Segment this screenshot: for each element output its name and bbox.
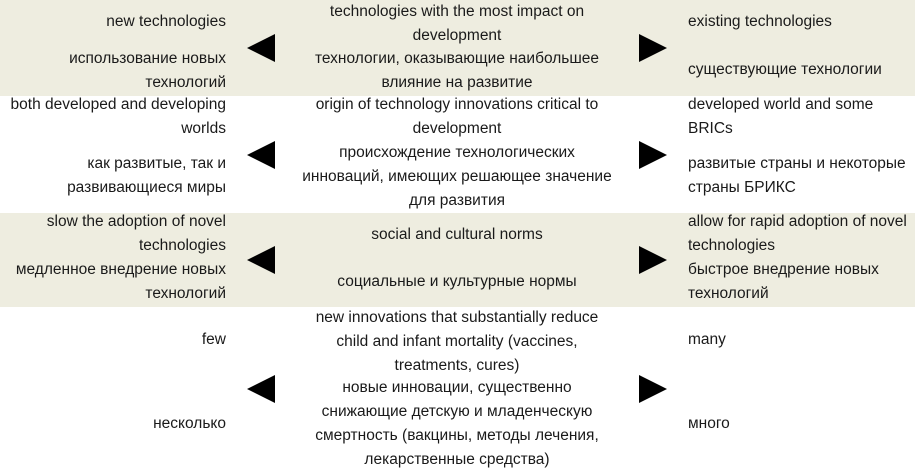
center-cell [298,213,616,307]
arrow-left-icon [236,96,286,213]
center-text-en: social and cultural norms [371,226,543,243]
table-row [0,213,915,307]
arrow-right-icon [628,96,678,213]
left-cell [0,96,228,213]
right-text-en: allow for rapid adoption of novel technologies [688,213,907,254]
left-text-en: both developed and developing worlds [10,96,226,137]
right-text-en: many [688,331,726,348]
right-text-ru: существующие технологии [688,61,882,78]
left-text-en: slow the adoption of novel technologies [46,213,226,254]
center-text-en: technologies with the most impact on development [329,3,585,44]
center-text-en: new innovations that substantially reduce child and infant mortality (vaccines, treatments, cures) [315,309,599,374]
arrow-right-icon [628,213,678,307]
left-text-en: new technologies [106,13,226,30]
right-cell [688,213,913,307]
table-row [0,307,915,470]
center-text-ru: происхождение технологических инноваций, имеющих решающее значение для развития [302,144,612,209]
arrow-left-icon [236,0,286,96]
center-text-en: origin of technology innovations critical to development [315,96,599,137]
left-text-ru: медленное внедрение новых технологий [15,261,226,302]
arrow-right-icon [628,0,678,96]
table-row [0,96,915,213]
left-cell [0,307,228,470]
right-text-ru: развитые страны и некоторые страны БРИКС [688,155,906,196]
right-cell [688,307,913,470]
right-cell [688,96,913,213]
center-text-ru: новые инновации, существенно снижающие детскую и младенческую смертность (вакцины, методы лечения, лекарственные средства) [315,379,599,468]
right-text-en: existing technologies [688,13,832,30]
left-text-ru: несколько [153,415,226,432]
center-cell [298,307,616,470]
arrow-right-icon [628,307,678,470]
center-cell [298,0,616,96]
arrow-left-icon [236,213,286,307]
left-cell [0,0,228,96]
left-text-ru: использование новых технологий [69,50,226,91]
left-text-ru: как развитые, так и развивающиеся миры [67,155,226,196]
arrow-left-icon [236,307,286,470]
center-cell [298,96,616,213]
table-row [0,0,915,96]
center-text-ru: технологии, оказывающие наибольшее влияние на развитие [314,50,600,91]
right-text-ru: много [688,415,730,432]
left-cell [0,213,228,307]
right-text-en: developed world and some BRICs [688,96,874,137]
right-cell [688,0,913,96]
center-text-ru: социальные и культурные нормы [337,273,577,290]
right-text-ru: быстрое внедрение новых технологий [688,261,879,302]
left-text-en: few [201,331,226,348]
